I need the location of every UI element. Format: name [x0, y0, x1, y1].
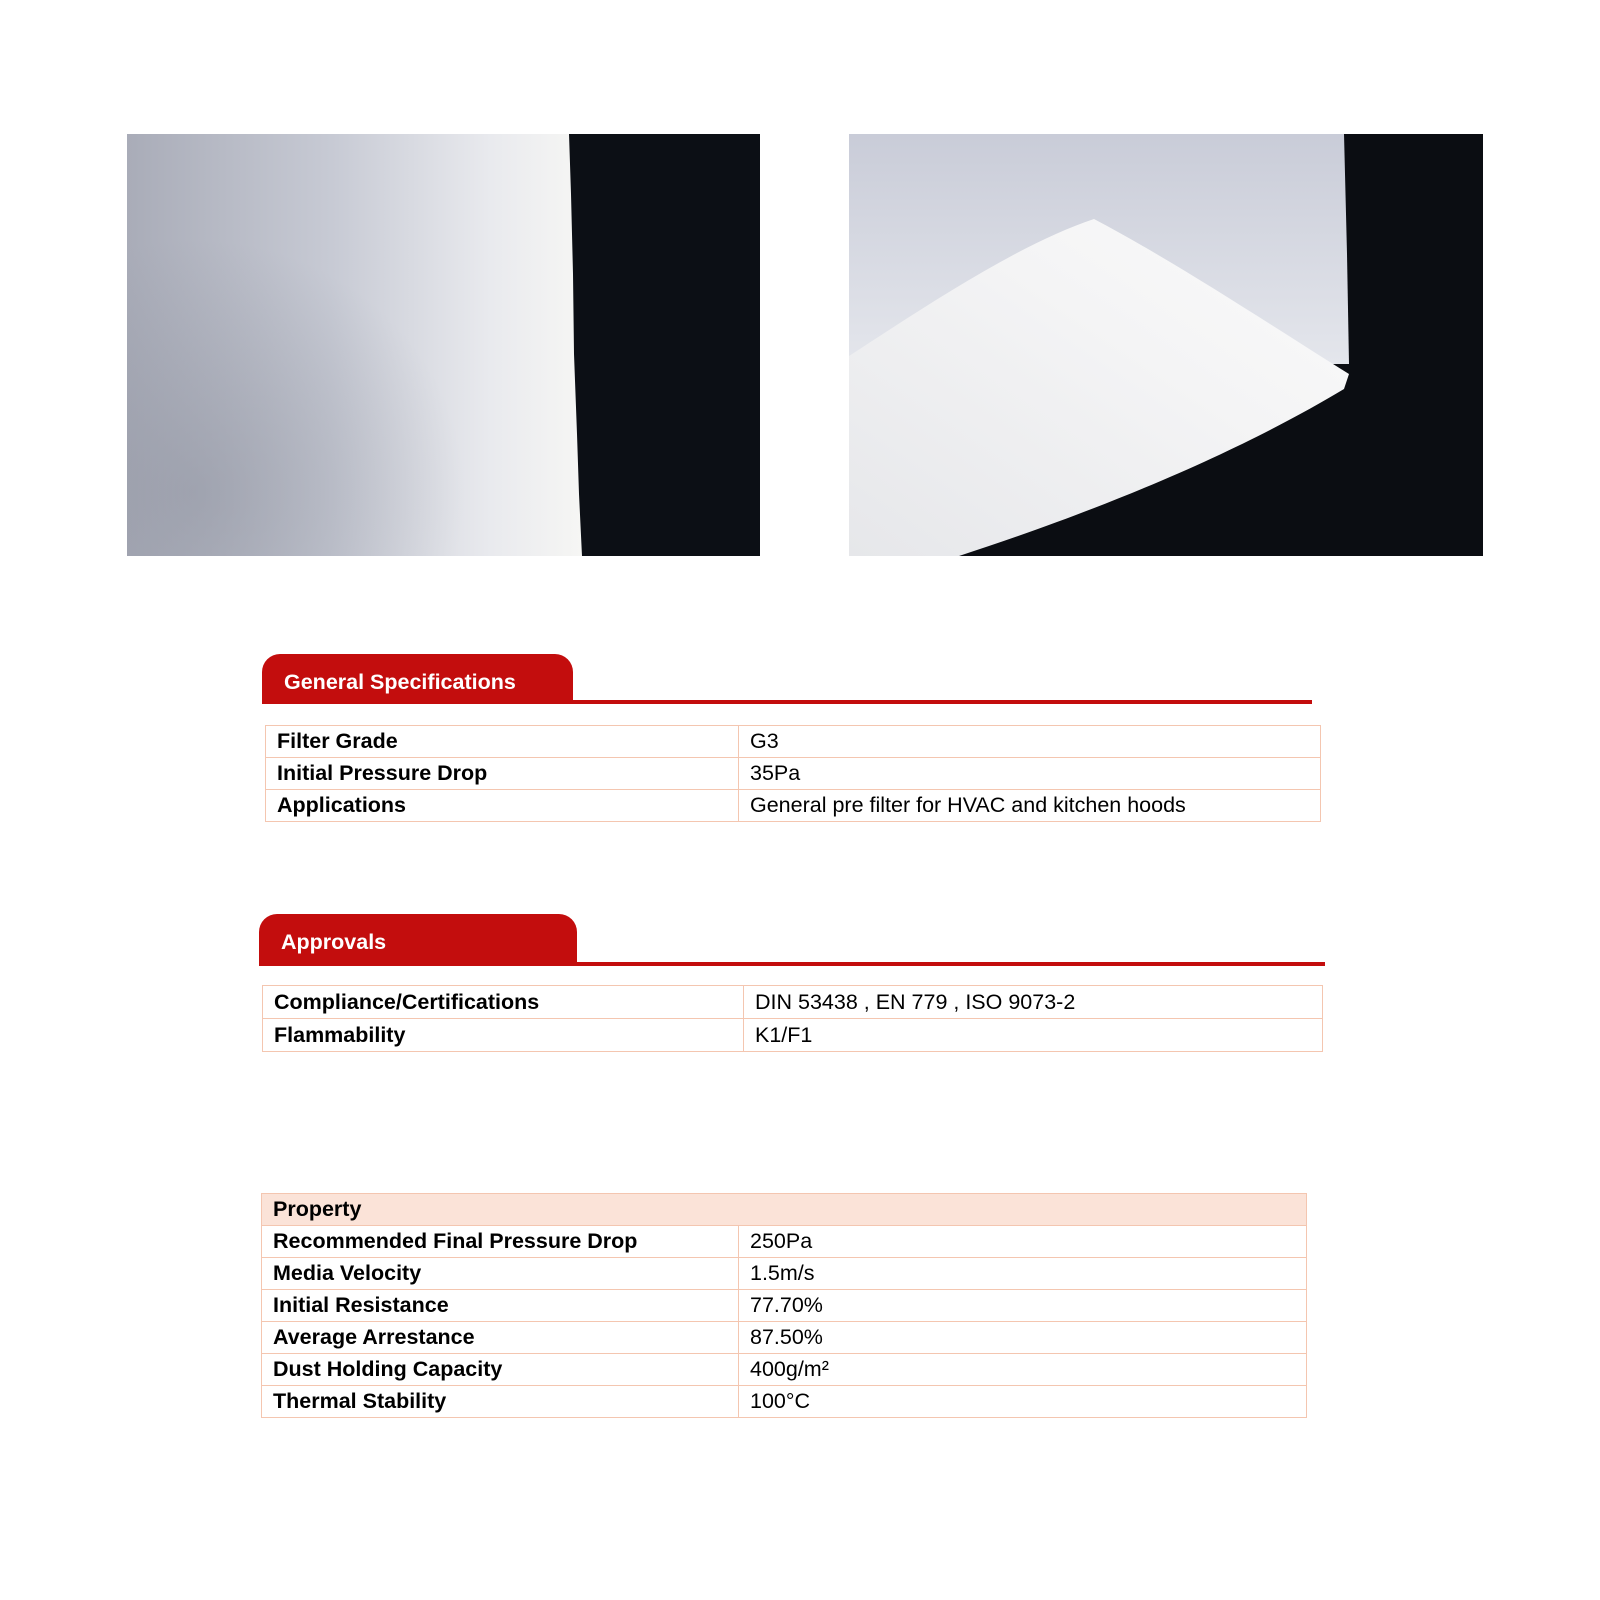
- spec-value: 35Pa: [739, 758, 1321, 790]
- spec-label: Flammability: [263, 1019, 744, 1052]
- property-value: 87.50%: [739, 1322, 1307, 1354]
- property-label: Initial Resistance: [262, 1290, 739, 1322]
- approvals-title: Approvals: [259, 914, 577, 966]
- property-label: Dust Holding Capacity: [262, 1354, 739, 1386]
- table-row: [266, 790, 1321, 822]
- table-row: [262, 1258, 1307, 1290]
- property-value: 100°C: [739, 1386, 1307, 1418]
- table-row: [263, 986, 1323, 1019]
- spec-label: Filter Grade: [266, 726, 739, 758]
- spec-label: Compliance/Certifications: [263, 986, 744, 1019]
- section-rule: [569, 962, 1325, 966]
- section-rule: [562, 700, 1312, 704]
- spec-label: Applications: [266, 790, 739, 822]
- property-value: 400g/m²: [739, 1354, 1307, 1386]
- table-row: [262, 1290, 1307, 1322]
- spec-value: DIN 53438 , EN 779 , ISO 9073-2: [744, 986, 1323, 1019]
- general-specifications-header: [262, 654, 1312, 706]
- general-specifications-title: General Specifications: [262, 654, 573, 704]
- spec-label: Initial Pressure Drop: [266, 758, 739, 790]
- table-row: [262, 1226, 1307, 1258]
- table-row: [266, 726, 1321, 758]
- spec-value: K1/F1: [744, 1019, 1323, 1052]
- property-value: 250Pa: [739, 1226, 1307, 1258]
- spec-value: G3: [739, 726, 1321, 758]
- property-value: 1.5m/s: [739, 1258, 1307, 1290]
- table-row: [263, 1019, 1323, 1052]
- product-photo-flat: [127, 134, 760, 556]
- approvals-header: [259, 914, 1325, 966]
- property-header: Property: [262, 1194, 1307, 1226]
- property-value: 77.70%: [739, 1290, 1307, 1322]
- product-photo-folded: [849, 134, 1483, 556]
- property-label: Thermal Stability: [262, 1386, 739, 1418]
- table-row: [262, 1322, 1307, 1354]
- property-label: Media Velocity: [262, 1258, 739, 1290]
- table-row: [262, 1354, 1307, 1386]
- table-row: [262, 1386, 1307, 1418]
- spec-value: General pre filter for HVAC and kitchen hoods: [739, 790, 1321, 822]
- filter-sheet-image: [127, 134, 760, 556]
- table-header-row: [262, 1194, 1307, 1226]
- general-specifications-table: [265, 725, 1321, 822]
- property-table: [261, 1193, 1307, 1418]
- filter-fold-image: [849, 134, 1483, 556]
- table-row: [266, 758, 1321, 790]
- approvals-table: [262, 985, 1323, 1052]
- property-label: Average Arrestance: [262, 1322, 739, 1354]
- property-label: Recommended Final Pressure Drop: [262, 1226, 739, 1258]
